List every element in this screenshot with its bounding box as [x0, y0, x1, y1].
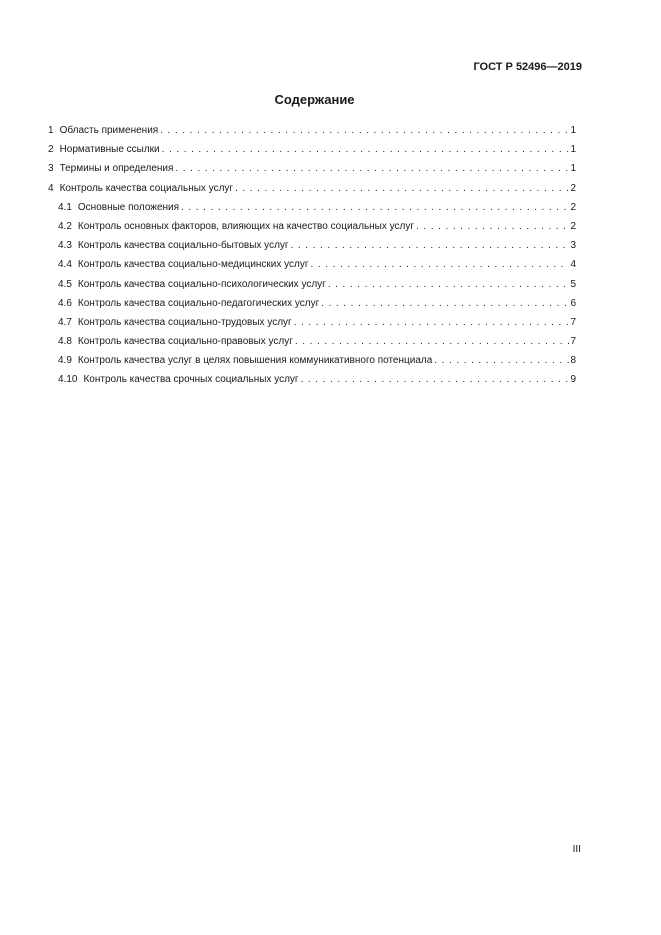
toc-item-number: 2 — [48, 144, 54, 156]
toc-leader-dots — [235, 182, 569, 196]
toc-item[interactable] — [48, 182, 576, 201]
page-number: III — [572, 844, 581, 855]
toc-leader-dots — [295, 335, 570, 349]
toc-item-title: Контроль качества социально-правовых услуг — [77, 336, 293, 348]
toc-leader-dots — [416, 220, 569, 234]
toc-item-page: 1 — [570, 125, 576, 136]
toc-leader-dots — [321, 297, 569, 311]
toc-item-title: Контроль качества срочных социальных услуг — [83, 374, 299, 386]
toc-item-page: 6 — [570, 297, 576, 309]
toc-item-number: 4.8 — [58, 336, 72, 348]
toc-item-number: 3 — [48, 163, 54, 175]
toc-leader-dots — [181, 201, 569, 215]
toc-subitem[interactable] — [48, 373, 576, 392]
toc-leader-dots — [160, 124, 569, 138]
toc-item-page: 1 — [570, 163, 576, 175]
toc-item-page: 7 — [570, 316, 576, 328]
toc-item-number: 4 — [48, 182, 54, 194]
toc-item-page: 2 — [570, 201, 576, 213]
toc-subitem[interactable] — [48, 258, 576, 277]
toc-subitem[interactable] — [48, 297, 576, 316]
toc-item-number: 4.3 — [58, 240, 72, 252]
toc-item-page: 2 — [570, 182, 576, 194]
toc-item-page: 3 — [570, 240, 576, 252]
toc-item[interactable] — [48, 162, 576, 181]
toc-item-number: 4.4 — [58, 259, 72, 271]
toc-item-title: Контроль качества социально-бытовых услуг — [77, 240, 289, 252]
toc-item-title: Область применения — [59, 125, 159, 136]
toc-item-number: 4.10 — [58, 374, 78, 386]
toc-leader-dots — [162, 143, 570, 157]
document-code: ГОСТ Р 52496—2019 — [473, 61, 582, 73]
toc-item-title: Основные положения — [77, 201, 180, 213]
toc-item-title: Нормативные ссылки — [59, 144, 160, 156]
toc-subitem[interactable] — [48, 220, 576, 239]
toc-item-page: 5 — [570, 278, 576, 290]
toc-leader-dots — [434, 354, 569, 368]
toc-leader-dots — [291, 239, 570, 253]
toc-leader-dots — [328, 278, 570, 292]
toc-item-title: Контроль качества социально-психологических услуг — [77, 278, 326, 290]
toc-subitem[interactable] — [48, 316, 576, 335]
toc-subitem[interactable] — [48, 278, 576, 297]
toc-item-title: Контроль качества услуг в целях повышения коммуникативного потенциала — [77, 355, 433, 367]
toc-item-page: 1 — [570, 144, 576, 156]
toc-subitem[interactable] — [48, 354, 576, 373]
toc-item-page: 4 — [570, 259, 576, 271]
toc-item-title: Контроль качества социально-педагогических услуг — [77, 297, 320, 309]
toc-leader-dots — [311, 258, 570, 272]
toc-item-page: 2 — [570, 220, 576, 232]
toc-item-title: Контроль качества социальных услуг — [59, 182, 234, 194]
toc-item-title: Контроль качества социально-трудовых услуг — [77, 316, 292, 328]
toc-item[interactable] — [48, 143, 576, 162]
toc-item-title: Термины и определения — [59, 163, 174, 175]
toc-item-number: 4.1 — [58, 201, 72, 213]
toc-item[interactable] — [48, 124, 576, 143]
toc-item-title: Контроль основных факторов, влияющих на качество социальных услуг — [77, 220, 415, 232]
toc-item-title: Контроль качества социально-медицинских услуг — [77, 259, 309, 271]
toc-subitem[interactable] — [48, 201, 576, 220]
table-of-contents — [48, 124, 576, 393]
toc-subitem[interactable] — [48, 239, 576, 258]
toc-item-number: 1 — [48, 125, 54, 136]
toc-leader-dots — [175, 162, 569, 176]
toc-item-page: 9 — [570, 374, 576, 386]
toc-item-number: 4.9 — [58, 355, 72, 367]
toc-item-number: 4.7 — [58, 316, 72, 328]
toc-subitem[interactable] — [48, 335, 576, 354]
toc-item-number: 4.5 — [58, 278, 72, 290]
toc-item-page: 7 — [570, 336, 576, 348]
toc-item-page: 8 — [570, 355, 576, 367]
toc-item-number: 4.2 — [58, 220, 72, 232]
toc-item-number: 4.6 — [58, 297, 72, 309]
toc-leader-dots — [294, 316, 570, 330]
toc-title: Содержание — [274, 92, 355, 107]
toc-leader-dots — [301, 373, 570, 387]
